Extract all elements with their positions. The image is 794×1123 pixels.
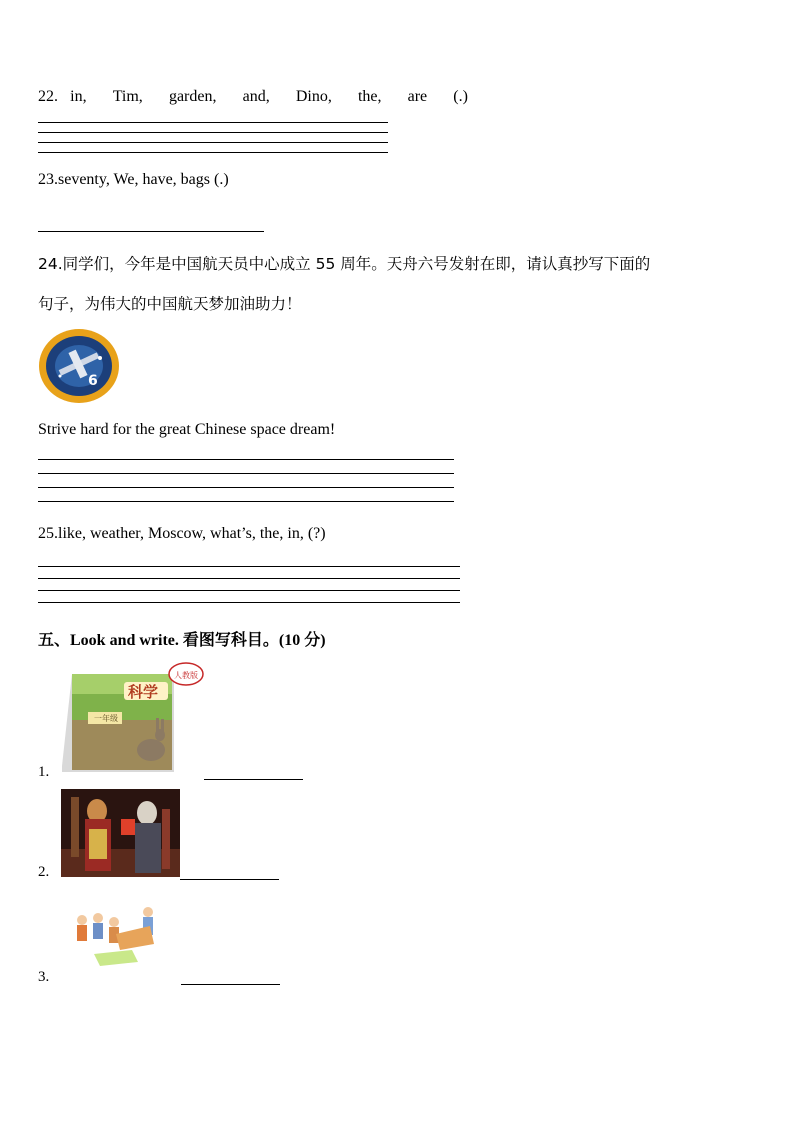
copy-sentence: Strive hard for the great Chinese space dream! xyxy=(38,421,336,438)
q22-word: Dino, xyxy=(295,88,332,105)
answer-line[interactable] xyxy=(38,578,460,579)
item-1-label: 1. xyxy=(38,764,50,780)
mission-badge-image xyxy=(38,328,120,404)
book-grade: 一年级 xyxy=(94,714,118,723)
answer-line[interactable] xyxy=(38,487,454,488)
badge-number: 6 xyxy=(88,373,98,389)
answer-line[interactable] xyxy=(38,459,454,460)
answer-line[interactable] xyxy=(38,122,388,123)
opera-image xyxy=(61,789,180,877)
book-title: 科学 xyxy=(128,683,159,701)
students-cartoon-image xyxy=(72,904,160,968)
q22-word: Tim, xyxy=(112,88,143,105)
answer-line[interactable] xyxy=(38,602,460,603)
item-2-label: 2. xyxy=(38,864,50,880)
answer-line[interactable] xyxy=(181,984,280,985)
answer-line[interactable] xyxy=(180,879,279,880)
question-24-line2: 句子，为伟大的中国航天梦加油助力！ xyxy=(38,295,302,313)
science-book-image xyxy=(58,662,204,774)
answer-line[interactable] xyxy=(38,566,460,567)
q22-word: and, xyxy=(242,88,270,105)
question-25: 25.like, weather, Moscow, what’s, the, in, (?) xyxy=(38,525,326,542)
answer-line[interactable] xyxy=(38,590,460,591)
q22-word: garden, xyxy=(168,88,217,105)
q22-word: the, xyxy=(357,88,382,105)
question-24-line1: 24.同学们，今年是中国航天员中心成立 55 周年。天舟六号发射在即，请认真抄写下面的 xyxy=(38,255,651,273)
answer-line[interactable] xyxy=(38,142,388,143)
answer-line[interactable] xyxy=(38,152,388,153)
answer-line[interactable] xyxy=(38,132,388,133)
q22-word: in, xyxy=(70,88,87,105)
answer-line[interactable] xyxy=(38,473,454,474)
item-3-label: 3. xyxy=(38,969,50,985)
question-22 xyxy=(38,87,468,107)
answer-line[interactable] xyxy=(38,231,264,232)
answer-line[interactable] xyxy=(204,779,303,780)
question-23: 23.seventy, We, have, bags (.) xyxy=(38,171,229,188)
book-tag: 人教版 xyxy=(174,671,198,680)
q22-word: 22. xyxy=(38,88,58,105)
answer-line[interactable] xyxy=(38,501,454,502)
q22-word: (.) xyxy=(453,88,468,105)
q22-word: are xyxy=(407,88,428,105)
section-5-heading: 五、Look and write. 看图写科目。(10 分) xyxy=(38,632,326,649)
